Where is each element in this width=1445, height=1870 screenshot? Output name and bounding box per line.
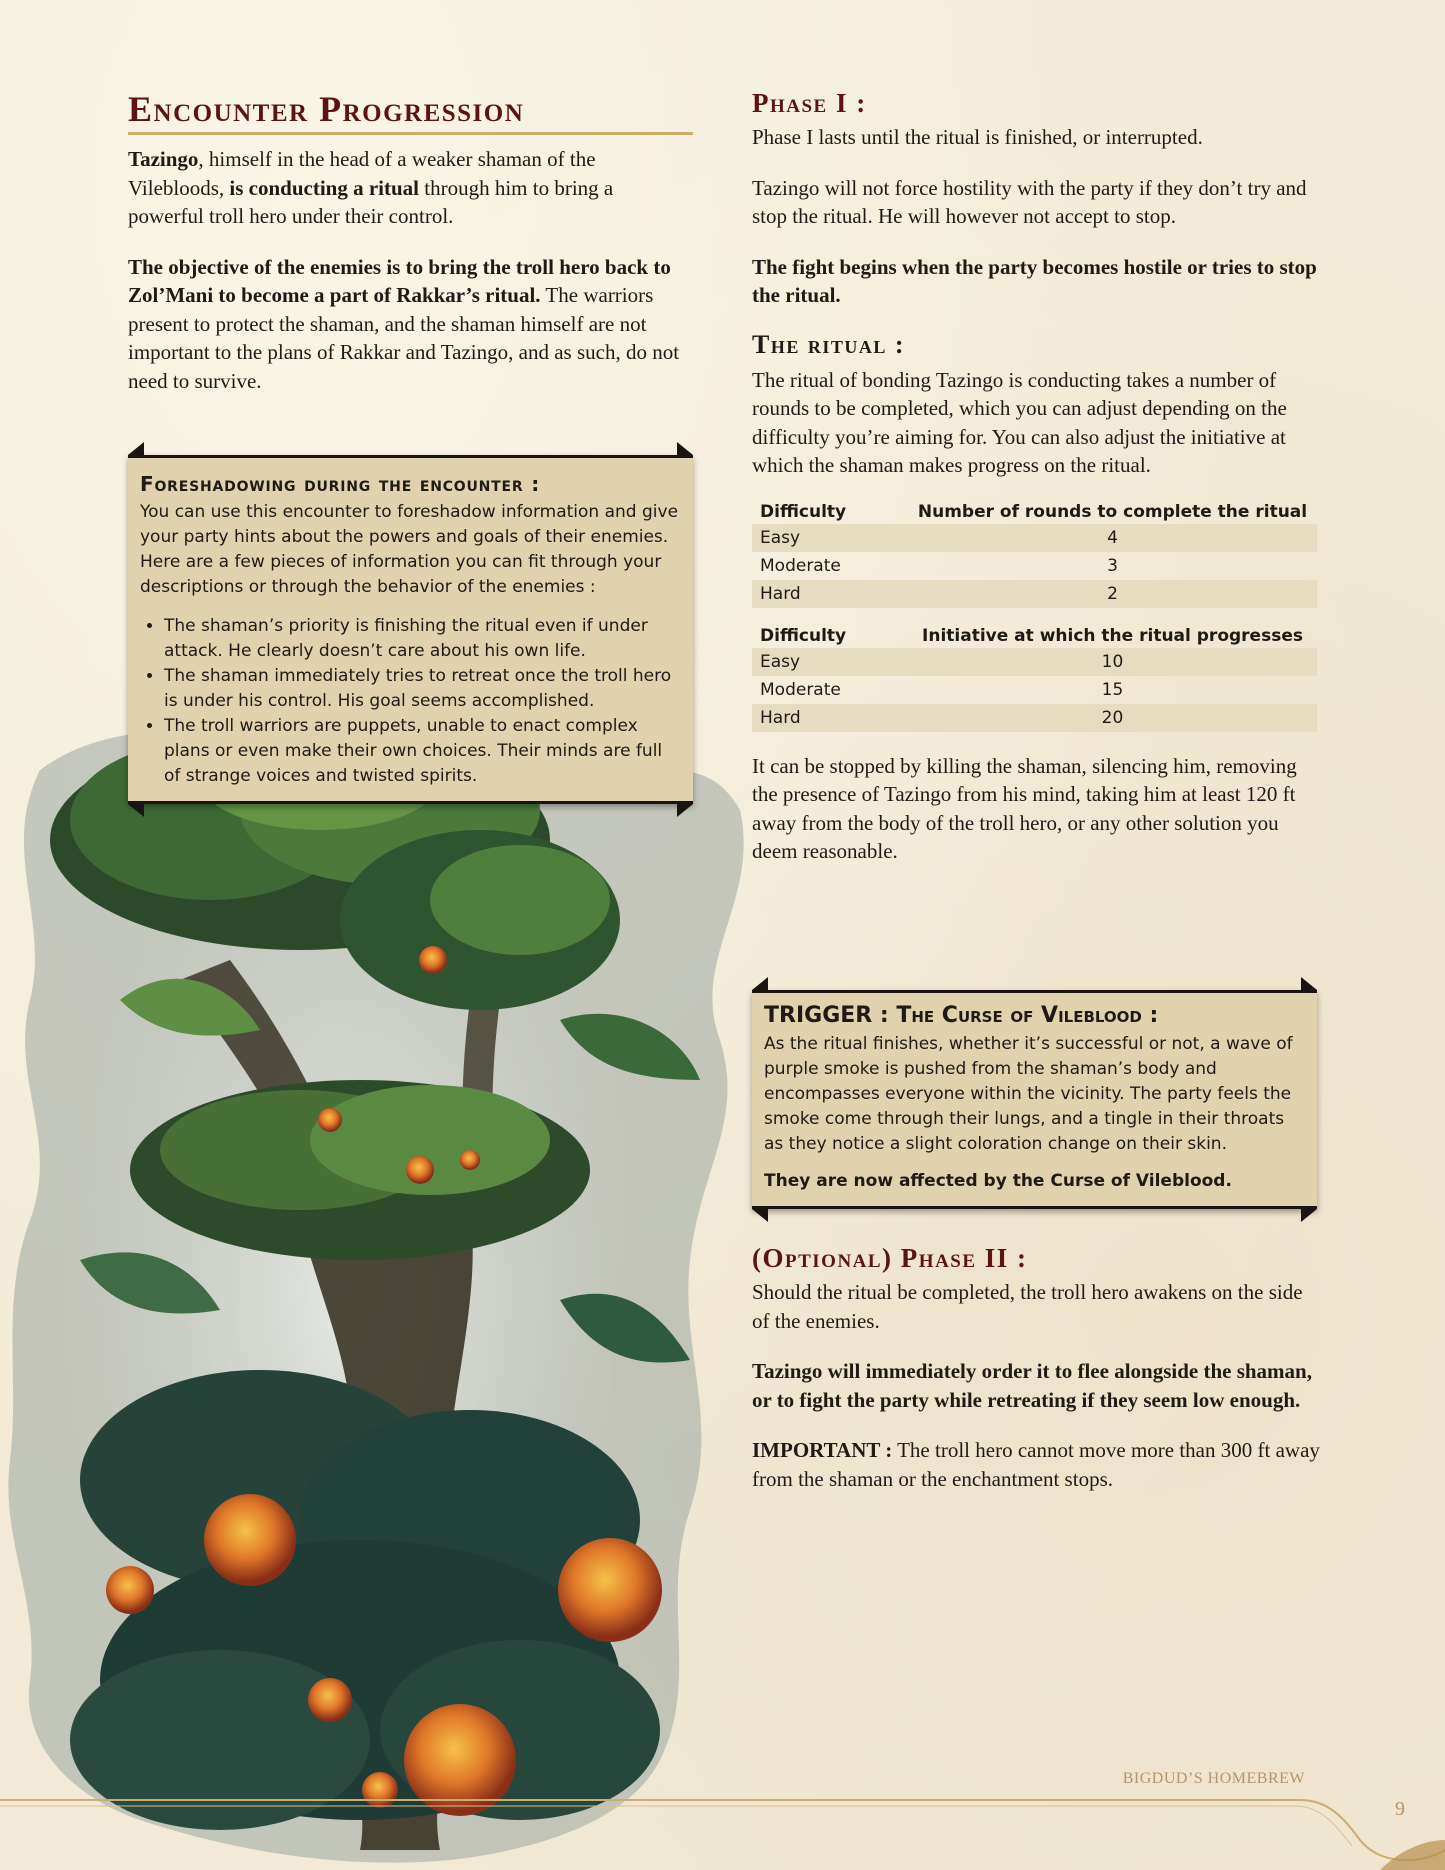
trigger-heading — [764, 1003, 1303, 1028]
page-title: Encounter Progression — [128, 88, 693, 135]
phase-2-paragraph-2: Tazingo will immediately order it to flee alongside the shaman, or to fight the party while retreating if they seem low enough. — [752, 1359, 1312, 1412]
list-item: • The shaman immediately tries to retreat once the troll hero is under his control. His goal seems accomplished. — [164, 664, 679, 714]
important-text: The troll hero cannot move more than 300 ft away from the shaman or the enchantment stops. — [752, 1438, 1320, 1491]
list-item: • The shaman’s priority is finishing the ritual even if under attack. He clearly doesn’t care about his own life. — [164, 614, 679, 664]
table-header: Initiative at which the ritual progresses — [922, 625, 1303, 646]
important-label: IMPORTANT : — [752, 1438, 893, 1462]
objective-paragraph — [128, 253, 693, 396]
table-cell: 10 — [908, 648, 1317, 676]
table-cell: Moderate — [760, 679, 841, 700]
objective-bold: The objective of the enemies is to bring the troll hero back to Zol’Mani to become a part of Rakkar’s ritual. — [128, 254, 671, 307]
table-row — [752, 580, 1317, 608]
note-corner — [677, 804, 693, 817]
table-cell: 15 — [1101, 679, 1124, 700]
table-cell: Easy — [752, 524, 908, 552]
intro-paragraph — [128, 145, 693, 231]
foreshadowing-note — [128, 455, 693, 804]
right-column — [752, 88, 1322, 888]
foreshadowing-list — [140, 614, 679, 789]
table-header: Difficulty — [760, 625, 847, 646]
initiative-table — [752, 622, 1317, 732]
intro-bold: is conducting a ritual — [229, 175, 420, 200]
phase-1-paragraph-1: Phase I lasts until the ritual is finished, or interrupted. — [752, 125, 1203, 149]
phase-1-paragraph-2: Tazingo will not force hostility with the party if they don’t try and stop the ritual. He will however not accept to stop. — [752, 175, 1307, 228]
table-row — [752, 676, 1317, 704]
note-corner — [1301, 977, 1317, 990]
trigger-title: The Curse of Vileblood : — [896, 1003, 1159, 1028]
trigger-bold-text: They are now affected by the Curse of Vileblood. — [764, 1171, 1232, 1191]
ritual-paragraph: The ritual of bonding Tazingo is conducting takes a number of rounds to be completed, which you can adjust depending on the difficulty you’re aiming for. You can also adjust the initiative at which the shaman makes progress on the ritual. — [752, 367, 1287, 477]
ritual-stop-paragraph: It can be stopped by killing the shaman, silencing him, removing the presence of Tazingo from his mind, taking him at least 120 ft away from the body of the troll hero, or any other solution you deem reasonable. — [752, 753, 1297, 863]
intro-name: Tazingo — [128, 147, 199, 171]
phase-2-paragraph-1: Should the ritual be completed, the troll hero awakens on the side of the enemies. — [752, 1280, 1303, 1333]
footer-ornament — [0, 1780, 1445, 1870]
intro-text-1: , himself in the head of a weaker shaman of the Vilebloods, — [128, 147, 596, 200]
table-cell: Hard — [752, 704, 908, 732]
important-paragraph — [752, 1436, 1322, 1493]
rounds-table — [752, 498, 1317, 608]
table-row — [752, 524, 1317, 552]
table-cell: Hard — [752, 580, 908, 608]
intro-text-2: through him to bring a powerful troll hero under their control. — [128, 175, 614, 228]
footer-brand: BIGDUD’S HOMEBREW — [1122, 1770, 1305, 1787]
list-item: • The troll warriors are puppets, unable to enact complex plans or even make their own choices. Their minds are full of strange voices and twisted spirits. — [164, 714, 679, 789]
phase-2-section — [752, 1243, 1322, 1515]
ritual-heading: The ritual : — [752, 329, 906, 359]
note-corner — [128, 442, 144, 455]
table-header: Difficulty — [760, 501, 847, 522]
table-row — [752, 648, 1317, 676]
phase-1-paragraph-3: The fight begins when the party becomes hostile or tries to stop the ritual. — [752, 254, 1317, 307]
table-row — [752, 704, 1317, 732]
table-cell: Easy — [752, 648, 908, 676]
trigger-text: As the ritual finishes, whether it’s successful or not, a wave of purple smoke is pushed from the shaman’s body and encompasses everyone within the vicinity. The party feels the smoke come through their lungs, and a tingle in their throats as they notice a slight coloration change on their skin. — [764, 1034, 1293, 1154]
trigger-prefix: TRIGGER : — [764, 1003, 897, 1028]
trigger-note — [752, 990, 1317, 1209]
table-cell: 3 — [1107, 555, 1118, 576]
table-cell: 2 — [908, 580, 1317, 608]
table-cell: Moderate — [760, 555, 841, 576]
note-corner — [1301, 1209, 1317, 1222]
phase-2-heading: (Optional) Phase II : — [752, 1243, 1028, 1273]
foreshadowing-heading: Foreshadowing during the encounter : — [140, 472, 541, 496]
jungle-tree-illustration — [0, 700, 760, 1870]
foreshadowing-text: You can use this encounter to foreshadow information and give your party hints about the powers and goals of their enemies. Here are a few pieces of information you can fit through your descriptions or through the behavior of the enemies : — [140, 502, 679, 597]
table-cell: 20 — [908, 704, 1317, 732]
table-row — [752, 552, 1317, 580]
note-corner — [752, 977, 768, 990]
phase-1-heading: Phase I : — [752, 88, 867, 118]
note-corner — [752, 1209, 768, 1222]
note-corner — [128, 804, 144, 817]
table-cell: 4 — [908, 524, 1317, 552]
table-header: Number of rounds to complete the ritual — [917, 501, 1308, 522]
note-corner — [677, 442, 693, 455]
objective-text: The warriors present to protect the shaman, and the shaman himself are not important to the plans of Rakkar and Tazingo, and as such, do not need to survive. — [128, 283, 680, 393]
left-column — [128, 88, 693, 417]
page-number: 9 — [1395, 1798, 1405, 1820]
